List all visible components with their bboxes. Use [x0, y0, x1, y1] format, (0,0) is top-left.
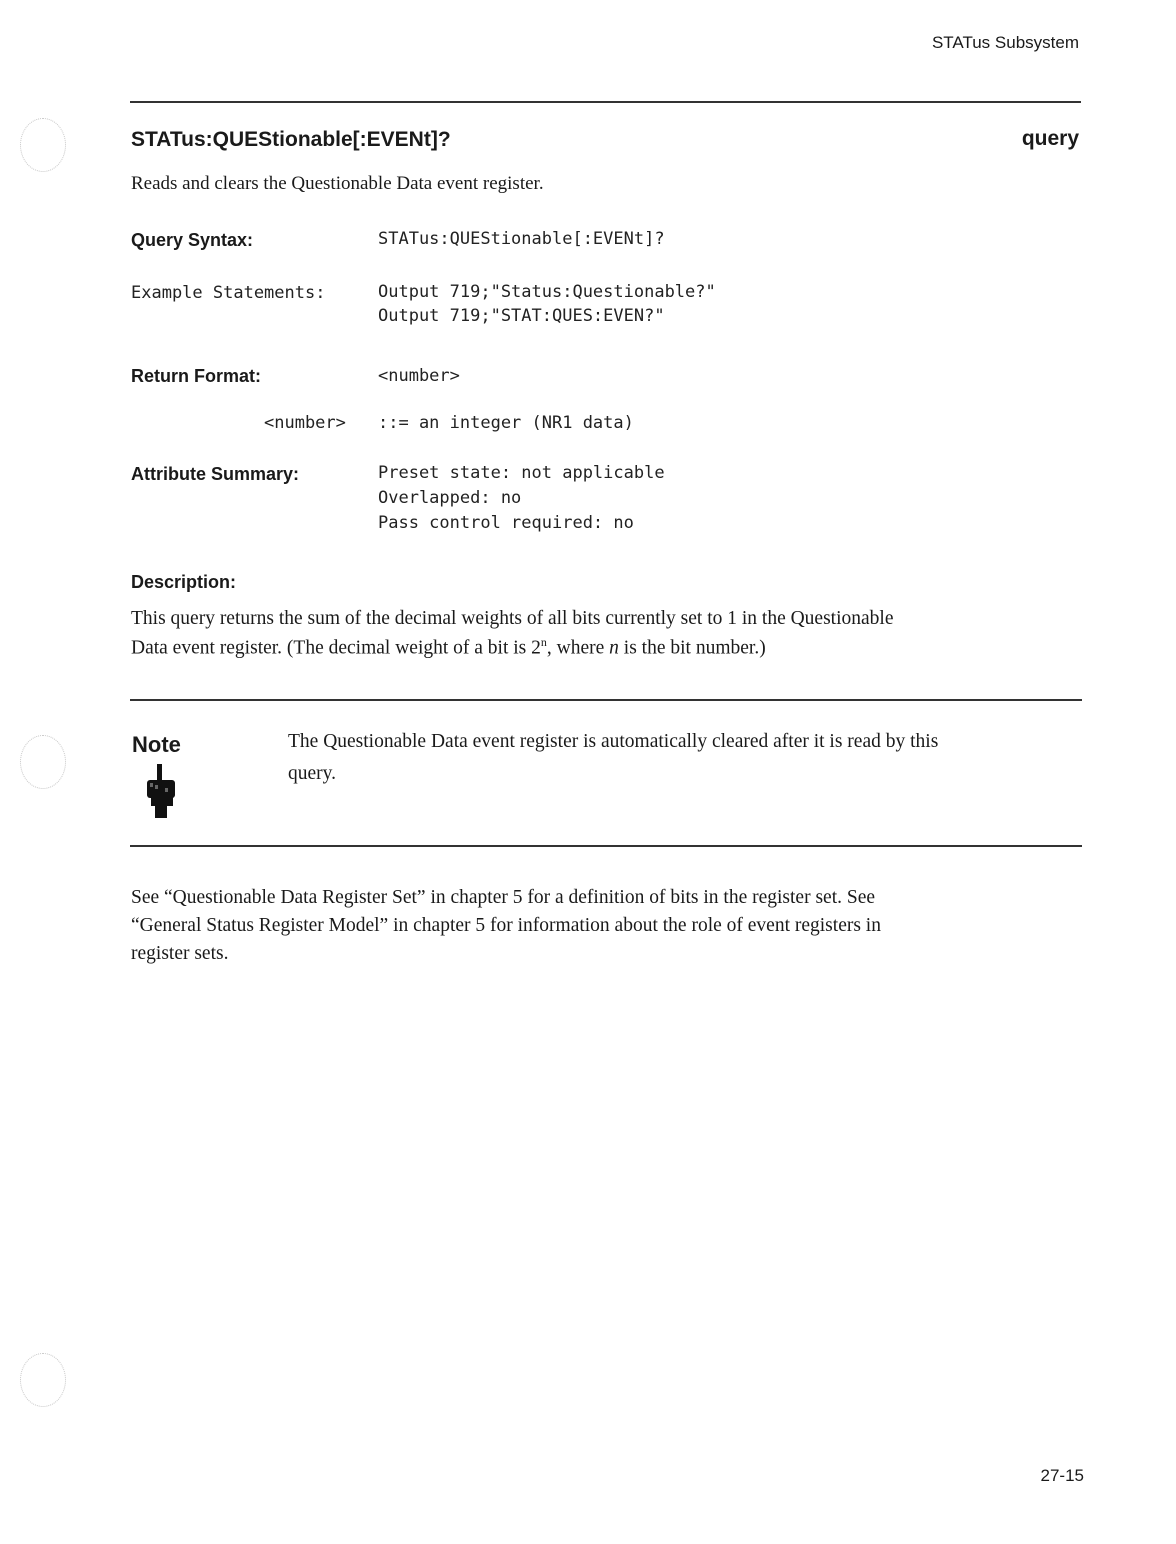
see-also-line-3: register sets. — [131, 943, 229, 964]
attribute-preset-state: Preset state: not applicable — [378, 463, 665, 483]
description-line-2-b: , where — [546, 637, 610, 659]
note-line-2: query. — [288, 763, 337, 784]
note-line-1: The Questionable Data event register is automatically cleared after it is read by this — [288, 731, 939, 752]
command-title: STATus:QUEStionable[:EVENt]? — [131, 128, 451, 151]
see-also-line-1: See “Questionable Data Register Set” in chapter 5 for a definition of bits in the register set. See — [131, 887, 876, 908]
command-summary: Reads and clears the Questionable Data event register. — [131, 173, 544, 194]
page-number: 27-15 — [1040, 1466, 1084, 1485]
binder-hole-middle — [20, 735, 66, 789]
example-statement-1: Output 719;"Status:Questionable?" — [378, 282, 716, 302]
running-header: STATus Subsystem — [931, 33, 1079, 52]
description-line-2 — [131, 635, 766, 660]
example-statement-2: Output 719;"STAT:QUES:EVEN?" — [378, 306, 665, 326]
note-heading: Note — [132, 732, 181, 757]
example-statements-label: Example Statements: — [131, 283, 326, 303]
binder-hole-bottom — [20, 1353, 66, 1407]
query-syntax-value: STATus:QUEStionable[:EVENt]? — [378, 229, 665, 249]
attribute-summary-label: Attribute Summary: — [131, 464, 300, 484]
header-rule — [130, 101, 1081, 103]
return-format-label: Return Format: — [131, 366, 261, 386]
description-heading: Description: — [131, 572, 237, 592]
description-line-1: This query returns the sum of the decimal weights of all bits currently set to 1 in the Questionable — [131, 608, 894, 629]
pointing-hand-icon — [141, 762, 183, 825]
command-type: query — [1021, 127, 1079, 150]
return-definition: ::= an integer (NR1 data) — [378, 413, 634, 433]
attribute-pass-control: Pass control required: no — [378, 513, 634, 533]
see-also-line-2: “General Status Register Model” in chapter 5 for information about the role of event registers in — [131, 915, 881, 936]
exponent-n: n — [540, 635, 547, 649]
description-line-2-a: Data event register. (The decimal weight of a bit is 2 — [131, 637, 541, 659]
return-definition-term: <number> — [264, 413, 346, 433]
note-top-rule — [130, 699, 1082, 701]
description-line-2-c: is the bit number.) — [618, 637, 766, 659]
query-syntax-label: Query Syntax: — [131, 230, 254, 250]
return-format-value: <number> — [378, 366, 460, 386]
note-bottom-rule — [130, 845, 1082, 847]
variable-n: n — [609, 637, 619, 659]
attribute-overlapped: Overlapped: no — [378, 488, 522, 508]
binder-hole-top — [20, 118, 66, 172]
